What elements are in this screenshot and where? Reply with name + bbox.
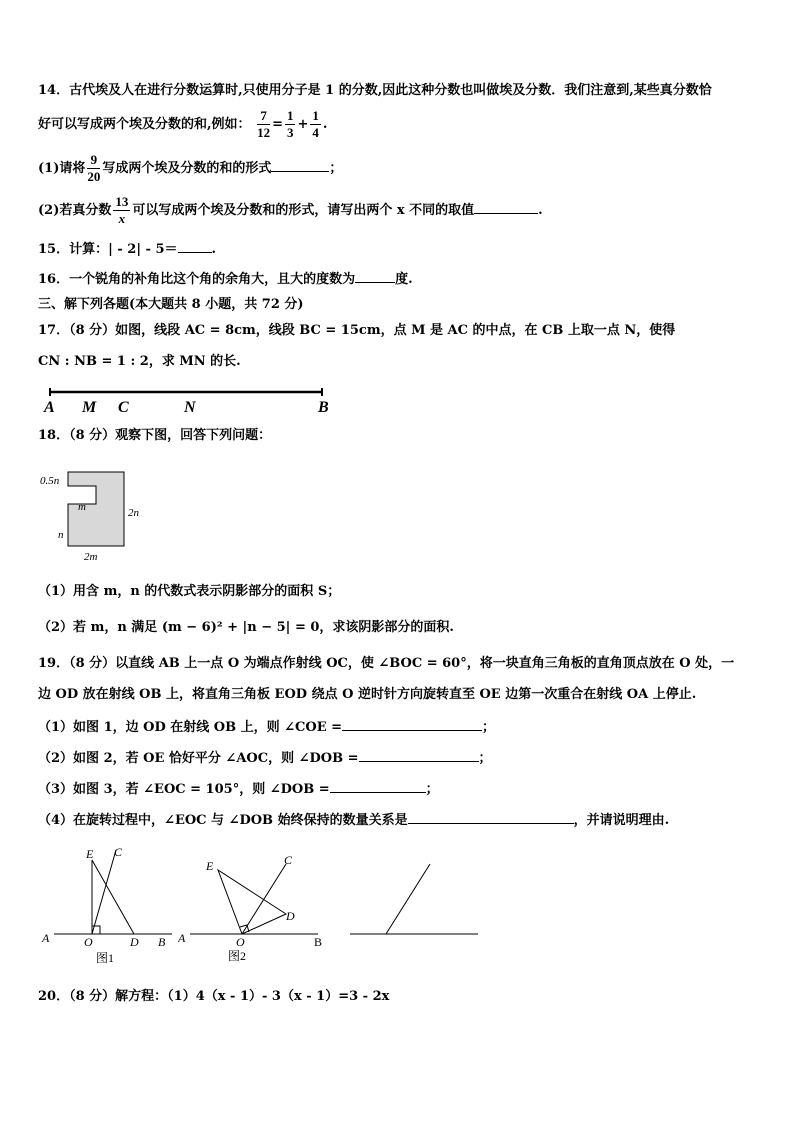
hidden-guide-52 bbox=[338, 904, 386, 934]
hidden-guide-72 bbox=[338, 904, 386, 934]
shaded-region bbox=[68, 472, 124, 546]
hidden-guide-87 bbox=[338, 904, 386, 934]
q19-part3-text: （3）如图 3，若 ∠EOC = 105°，则 ∠DOB = bbox=[38, 782, 330, 797]
hidden-guide-89 bbox=[338, 904, 386, 934]
q19-part2-end: ； bbox=[478, 751, 492, 766]
hidden-guide-34 bbox=[338, 904, 386, 934]
hidden-guide-26 bbox=[338, 904, 386, 934]
point-label-b: B bbox=[318, 399, 329, 416]
hidden-guide-99 bbox=[338, 904, 386, 934]
q14-part1 bbox=[38, 152, 342, 185]
fraction-denominator: 12 bbox=[257, 125, 271, 140]
q15-end: . bbox=[211, 242, 217, 257]
q14-example-fraction-b bbox=[310, 108, 321, 141]
hidden-guide-37 bbox=[338, 904, 386, 934]
hidden-guide-66 bbox=[338, 904, 386, 934]
q19-part4-text: （4）在旋转过程中，∠EOC 与 ∠DOB 始终保持的数量关系是 bbox=[38, 813, 408, 828]
answer-blank[interactable] bbox=[178, 240, 212, 253]
fraction-numerator: 9 bbox=[87, 152, 100, 169]
hidden-guide-97 bbox=[338, 904, 386, 934]
hidden-guide-57 bbox=[338, 904, 386, 934]
hidden-guide-21 bbox=[338, 904, 386, 934]
q20-line1: 20．（8 分）解方程：（1）4（x - 1）- 3（x - 1）=3 - 2x bbox=[38, 989, 390, 1004]
hidden-guide-79 bbox=[338, 904, 386, 934]
answer-blank[interactable] bbox=[271, 159, 329, 172]
label-n: n bbox=[58, 529, 64, 541]
fraction-numerator: 1 bbox=[286, 108, 294, 123]
hidden-guide-90 bbox=[338, 904, 386, 934]
hidden-guide-94 bbox=[338, 904, 386, 934]
hidden-guide-35 bbox=[338, 904, 386, 934]
hidden-guide-98 bbox=[338, 904, 386, 934]
q19-part3-end: ； bbox=[425, 782, 439, 797]
hidden-guide-95 bbox=[338, 904, 386, 934]
figure-caption: 图1 bbox=[96, 951, 115, 965]
hidden-guide-85 bbox=[338, 904, 386, 934]
label-b: B bbox=[314, 935, 323, 949]
hidden-guide-96 bbox=[338, 904, 386, 934]
q14-example-fraction-a bbox=[285, 108, 296, 141]
hidden-guide-93 bbox=[338, 904, 386, 934]
hidden-guide-28 bbox=[338, 904, 386, 934]
label-c: C bbox=[284, 853, 293, 867]
point-label-m: M bbox=[82, 399, 97, 416]
hidden-guide-14 bbox=[338, 906, 386, 934]
q14-line1: 14．古代埃及人在进行分数运算时,只使用分子是 1 的分数,因此这种分数也叫做埃及分数．我们注意到,某些真分数恰 bbox=[38, 83, 712, 98]
hidden-guide-17 bbox=[338, 904, 386, 934]
q14-line2 bbox=[38, 108, 327, 141]
q14-part1-prefix: (1)请将 bbox=[38, 161, 86, 176]
hidden-guide-55 bbox=[338, 904, 386, 934]
hidden-guide-46 bbox=[338, 904, 386, 934]
hidden-guide-27 bbox=[338, 904, 386, 934]
hidden-guide-11 bbox=[338, 906, 386, 934]
hidden-guide-71 bbox=[338, 904, 386, 934]
hidden-guide-83 bbox=[338, 904, 386, 934]
point-label-c: C bbox=[118, 399, 129, 416]
q15-text: 15．计算：| - 2| - 5＝ bbox=[38, 242, 178, 257]
q19-part2-text: （2）如图 2，若 OE 恰好平分 ∠AOC，则 ∠DOB = bbox=[38, 751, 359, 766]
q19-part3 bbox=[38, 780, 439, 799]
label-e: E bbox=[86, 847, 94, 861]
answer-blank[interactable] bbox=[342, 718, 482, 731]
answer-blank[interactable] bbox=[359, 749, 479, 762]
hidden-guide-15 bbox=[338, 906, 386, 934]
answer-blank[interactable] bbox=[330, 780, 426, 793]
hidden-guide-48 bbox=[338, 904, 386, 934]
hidden-guide-88 bbox=[338, 904, 386, 934]
q16-text: 16．一个锐角的补角比这个角的余角大，且大的度数为 bbox=[38, 272, 356, 287]
q19-part1-end: ； bbox=[482, 720, 496, 735]
fraction-denominator: 4 bbox=[312, 125, 319, 140]
hidden-guide-5 bbox=[338, 906, 386, 934]
q19-figure-1 bbox=[38, 842, 178, 970]
hidden-guide-40 bbox=[338, 904, 386, 934]
q17-line2: CN : NB = 1 : 2，求 MN 的长. bbox=[38, 354, 241, 369]
hidden-guide-53 bbox=[338, 904, 386, 934]
hidden-guide-91 bbox=[338, 904, 386, 934]
hidden-guide-13 bbox=[338, 906, 386, 934]
hidden-guide-78 bbox=[338, 904, 386, 934]
hidden-guide-62 bbox=[338, 904, 386, 934]
answer-blank[interactable] bbox=[474, 201, 538, 214]
q19-part2 bbox=[38, 749, 492, 768]
fraction-denominator: 3 bbox=[286, 125, 294, 140]
hidden-guide-51 bbox=[338, 904, 386, 934]
hidden-guide-18 bbox=[338, 892, 404, 934]
q15 bbox=[38, 240, 216, 259]
q14-part2-prefix: (2)若真分数 bbox=[38, 203, 112, 218]
q14-part1-fraction bbox=[87, 152, 100, 185]
hidden-guide-75 bbox=[338, 904, 386, 934]
hidden-guide-73 bbox=[338, 904, 386, 934]
hidden-guide-68 bbox=[338, 904, 386, 934]
side-ed bbox=[92, 860, 134, 934]
ray-oc bbox=[92, 850, 116, 934]
q14-line2-prefix: 好可以写成两个埃及分数的和,例如： bbox=[38, 117, 251, 132]
hidden-guide-29 bbox=[338, 904, 386, 934]
fraction-numerator: 7 bbox=[257, 108, 270, 125]
label-b: B bbox=[158, 935, 166, 949]
hidden-guide-24 bbox=[338, 904, 386, 934]
fraction-numerator: 1 bbox=[312, 108, 319, 123]
q19-part4 bbox=[38, 811, 669, 830]
answer-blank[interactable] bbox=[355, 270, 395, 283]
fraction-denominator: x bbox=[118, 211, 126, 226]
hidden-guide-81 bbox=[338, 904, 386, 934]
figure-caption: 图2 bbox=[228, 949, 247, 963]
hidden-guide-36 bbox=[338, 904, 386, 934]
label-2m: 2m bbox=[84, 551, 98, 563]
hidden-guide-59 bbox=[338, 904, 386, 934]
hidden-guide-33 bbox=[338, 904, 386, 934]
q16 bbox=[38, 270, 413, 289]
label-e: E bbox=[206, 859, 214, 873]
hidden-guide-76 bbox=[338, 904, 386, 934]
q14-part1-end: ； bbox=[329, 161, 343, 176]
hidden-guide-67 bbox=[338, 904, 386, 934]
hidden-guide-63 bbox=[338, 904, 386, 934]
hidden-guide-23 bbox=[338, 904, 386, 934]
fraction-denominator: 20 bbox=[87, 169, 101, 184]
q17-line1: 17．（8 分）如图，线段 AC = 8cm，线段 BC = 15cm，点 M 是 AC 的中点，在 CB 上取一点 N，使得 bbox=[38, 323, 676, 338]
label-o: O bbox=[84, 935, 93, 949]
q14-part1-suffix: 写成两个埃及分数的和的形式 bbox=[102, 161, 272, 176]
hidden-guide-50 bbox=[338, 904, 386, 934]
hidden-guide-32 bbox=[338, 904, 386, 934]
label-d: D bbox=[130, 935, 139, 949]
equals-sign: = bbox=[272, 117, 283, 132]
hidden-guide-12 bbox=[338, 906, 386, 934]
label-d: D bbox=[286, 909, 295, 923]
hidden-guide-38 bbox=[338, 904, 386, 934]
hidden-guide-44 bbox=[338, 904, 386, 934]
hidden-guide-49 bbox=[338, 904, 386, 934]
q16-end: 度. bbox=[395, 272, 413, 287]
plus-sign: + bbox=[297, 117, 309, 132]
q18-shape-figure bbox=[36, 466, 156, 566]
label-2n: 2n bbox=[128, 507, 139, 519]
q14-example-fraction-lhs bbox=[257, 108, 270, 141]
hidden-guide-8 bbox=[338, 906, 386, 934]
q19-line1: 19．（8 分）以直线 AB 上一点 O 为端点作射线 OC，使 ∠BOC = 60°，将一块直角三角板的直角顶点放在 O 处，一 bbox=[38, 656, 735, 671]
hidden-guide-58 bbox=[338, 904, 386, 934]
hidden-guide-84 bbox=[338, 904, 386, 934]
hidden-guide-65 bbox=[338, 904, 386, 934]
point-label-n: N bbox=[184, 399, 196, 416]
hidden-guide-43 bbox=[338, 904, 386, 934]
q14-part2-fraction bbox=[113, 194, 130, 227]
hidden-guide-69 bbox=[338, 904, 386, 934]
hidden-guide-19 bbox=[338, 904, 386, 934]
q19-part4-end: ，并请说明理由. bbox=[573, 813, 670, 828]
q17-segment-figure bbox=[38, 382, 338, 418]
answer-blank[interactable] bbox=[408, 811, 574, 824]
hidden-guide-30 bbox=[338, 904, 386, 934]
q19-figure-2 bbox=[178, 842, 338, 970]
hidden-guide-2 bbox=[338, 904, 386, 934]
hidden-guide-22 bbox=[338, 904, 386, 934]
hidden-guide-80 bbox=[338, 904, 386, 934]
label-a: A bbox=[42, 931, 50, 945]
hidden-guide-56 bbox=[338, 904, 386, 934]
hidden-guide-16 bbox=[338, 892, 404, 934]
hidden-guide bbox=[338, 892, 406, 934]
q19-figure-3 bbox=[338, 842, 498, 970]
q14-part2 bbox=[38, 194, 543, 227]
label-o: O bbox=[236, 935, 245, 949]
q19-part1 bbox=[38, 718, 495, 737]
hidden-guide-20 bbox=[338, 904, 386, 934]
q18-part1: （1）用含 m，n 的代数式表示阴影部分的面积 S； bbox=[38, 584, 341, 599]
label-c: C bbox=[114, 845, 123, 859]
point-label-a: A bbox=[44, 399, 55, 416]
hidden-guide-39 bbox=[338, 904, 386, 934]
hidden-guide-54 bbox=[338, 904, 386, 934]
period: . bbox=[322, 117, 328, 132]
hidden-guide-7 bbox=[338, 906, 386, 934]
hidden-guide-74 bbox=[338, 904, 386, 934]
hidden-guide-60 bbox=[338, 904, 386, 934]
q18-part2: （2）若 m，n 满足 (m − 6)² + |n − 5| = 0，求该阴影部分的面积. bbox=[38, 620, 454, 635]
hidden-guide-61 bbox=[338, 904, 386, 934]
ray-oc bbox=[386, 864, 430, 934]
label-0-5n: 0.5n bbox=[40, 475, 60, 487]
hidden-guide-4 bbox=[338, 906, 386, 934]
hidden-guide-77 bbox=[338, 904, 386, 934]
hidden-guide-70 bbox=[338, 904, 386, 934]
hidden-guide-41 bbox=[338, 904, 386, 934]
q19-part1-text: （1）如图 1，边 OD 在射线 OB 上，则 ∠COE = bbox=[38, 720, 343, 735]
hidden-guide-82 bbox=[338, 904, 386, 934]
section-3-heading: 三、解下列各题(本大题共 8 小题，共 72 分) bbox=[38, 297, 304, 312]
hidden-guide-64 bbox=[338, 904, 386, 934]
hidden-guide-42 bbox=[338, 904, 386, 934]
hidden-guide-6 bbox=[338, 906, 386, 934]
hidden-guide-9 bbox=[338, 906, 386, 934]
q19-line2: 边 OD 放在射线 OB 上，将直角三角板 EOD 绕点 O 逆时针方向旋转直至 OE 边第一次重合在射线 OA 上停止. bbox=[38, 687, 697, 702]
hidden-guide-47 bbox=[338, 904, 386, 934]
hidden-guide-3 bbox=[338, 842, 386, 934]
hidden-guide-92 bbox=[338, 904, 386, 934]
hidden-guide-45 bbox=[338, 904, 386, 934]
q14-part2-end: . bbox=[538, 203, 543, 218]
hidden-guide-86 bbox=[338, 904, 386, 934]
hidden-guide-25 bbox=[338, 904, 386, 934]
label-a: A bbox=[178, 931, 186, 945]
fraction-numerator: 13 bbox=[115, 194, 129, 209]
q14-part2-suffix: 可以写成两个埃及分数和的形式，请写出两个 x 不同的取值 bbox=[132, 203, 475, 218]
q18-line1: 18．（8 分）观察下图，回答下列问题： bbox=[38, 428, 272, 443]
hidden-guide-31 bbox=[338, 904, 386, 934]
hidden-guide-10 bbox=[338, 906, 386, 934]
label-m: m bbox=[78, 501, 86, 513]
